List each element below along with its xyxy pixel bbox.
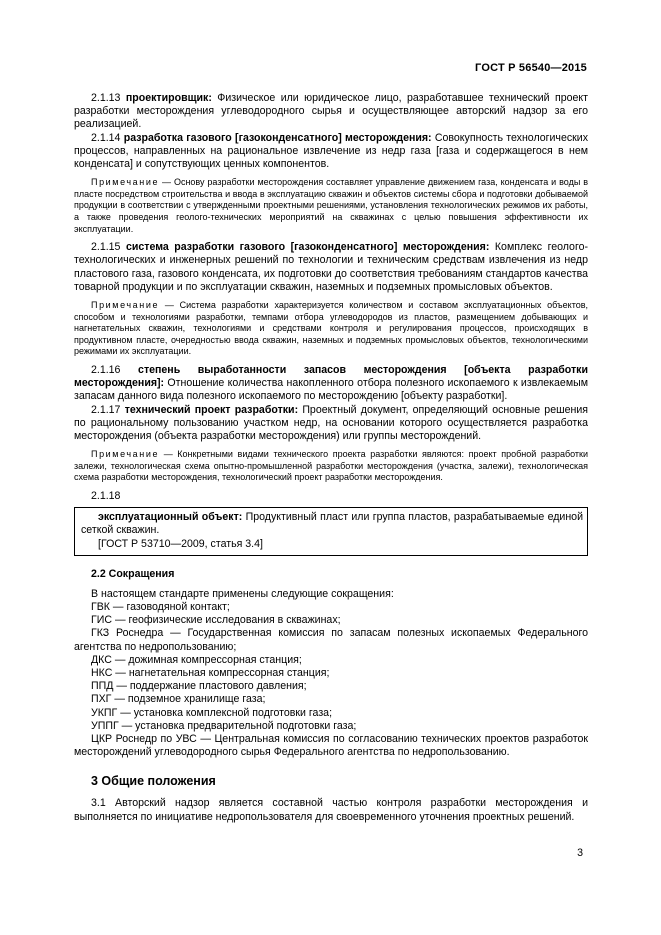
term-2-1-18 (81, 511, 583, 537)
quoted-term-box (74, 507, 588, 556)
term-definition: Комплекс геолого-технологических и инженерных решений по технологии и техническим средствам извлечения из недр пластового газа, газового конденсата, их подготовки до соответствия требованиям стандартов качества товарной продукции и по эксплуатации скважин, наземных и подземных промысловых объектов. (74, 241, 588, 293)
term-title: технический проект разработки: (124, 403, 299, 416)
term-definition: Совокупность технологических процессов, направленных на рациональное извлечение из недр газа [газа и содержащегося в нем конденсата] и сопутствующих ценных компонентов. (74, 131, 588, 171)
term-title: проектировщик: (125, 92, 212, 104)
note-label: Примечание (91, 177, 160, 188)
page-number: 3 (577, 847, 583, 859)
list-item: УППГ — установка предварительной подготовки газа; (91, 719, 357, 732)
term-number: 2.1.13 (91, 92, 121, 104)
list-item: ПХГ — подземное хранилище газа; (91, 693, 266, 706)
note-text: — Основу разработки месторождения составляет управление движением газа, конденсата и воды в пласте посредством строительства и ввода в эксплуатацию скважин и объектов системы сбора и подготовки добываемой продукции в соответствии с утвержденными проектными решениями, установления технологических режимов их работы, а также проведения геолого-технических мероприятий на скважинах с целью повышения эффективности их эксплуатации. (74, 177, 588, 234)
paragraph-3-1: 3.1 Авторский надзор является составной частью контроля разработки месторождения и выполняется по инициативе недропользователя для своевременного уточнения проектных решений. (74, 797, 588, 823)
list-item: ЦКР Роснедр по УВС — Центральная комиссия по согласованию технических проектов разработок месторождений углеводородного сырья Федерального агентства по недропользованию. (74, 733, 588, 759)
note-label: Примечание (91, 449, 160, 460)
term-definition: Продуктивный пласт или группа пластов, разрабатываемые единой сеткой скважин. (81, 511, 583, 537)
term-2-1-15 (74, 241, 588, 294)
term-number: 2.1.14 (91, 131, 121, 144)
list-item: ГКЗ Роснедра — Государственная комиссия по запасам полезных ископаемых Федерального агентства по недропользованию; (74, 627, 588, 653)
term-title: система разработки газового [газоконденсатного] месторождения: (125, 241, 490, 254)
note-2 (74, 300, 588, 358)
term-2-1-17 (74, 404, 588, 444)
term-title: эксплуатационный объект: (98, 511, 243, 524)
section-2-2-heading: 2.2 Сокращения (91, 567, 175, 580)
term-title: разработка газового [газоконденсатного] месторождения: (123, 131, 432, 144)
note-3 (74, 449, 588, 484)
term-2-1-16 (74, 364, 588, 404)
term-number: 2.1.16 (91, 363, 121, 376)
term-title: степень выработанности запасов месторождения [объекта разработки месторождения]: (74, 363, 589, 390)
section-3-heading: 3 Общие положения (91, 774, 216, 789)
list-item: ДКС — дожимная компрессорная станция; (91, 653, 302, 666)
abbreviations-intro: В настоящем стандарте применены следующие сокращения: (91, 587, 394, 600)
list-item: ГИС — геофизические исследования в скважинах; (91, 614, 341, 627)
term-source-reference: [ГОСТ Р 53710—2009, статья 3.4] (98, 537, 263, 550)
term-definition: Физическое или юридическое лицо, разработавшее технический проект разработки месторождения углеводородного сырья и осуществляющее авторский надзор за его реализацией. (74, 92, 588, 131)
list-item: ППД — поддержание пластового давления; (91, 680, 307, 693)
note-text: — Конкретными видами технического проекта разработки являются: проект пробной разработки залежи, технологическая схема опытно-промышленной разработки месторождения (участка, залежи), технологическая схема разработки месторождения, технологический проект разработки месторождения. (74, 449, 588, 483)
term-2-1-13 (74, 92, 588, 132)
term-number: 2.1.15 (91, 241, 121, 254)
list-item: ГВК — газоводяной контакт; (91, 600, 230, 613)
term-definition: Проектный документ, определяющий основные решения по рациональному пользованию участком недр, на основании которого осуществляется разработка месторождения (объекта разработки месторождения) или группы месторождений. (74, 403, 588, 442)
note-1 (74, 177, 588, 235)
term-2-1-18-number: 2.1.18 (91, 489, 121, 502)
term-number: 2.1.17 (91, 403, 121, 416)
list-item: УКПГ — установка комплексной подготовки газа; (91, 706, 333, 719)
document-id-header: ГОСТ Р 56540—2015 (475, 62, 587, 74)
term-2-1-14 (74, 132, 588, 172)
document-content (74, 92, 588, 824)
abbreviations-list (74, 588, 588, 760)
term-definition: Отношение количества накопленного отбора полезного ископаемого к извлекаемым запасам данного вида полезного ископаемого по месторождению [объекту разработки]. (74, 377, 588, 403)
note-text: — Система разработки характеризуется количеством и составом эксплуатационных объектов, способом и технологиями разработки, темпами отбора углеводородов из пластов, размещением добывающих и нагнетательных скважин, технологиями и средствами контроля и регулирования процессов, происходящих в продуктивном пласте, очередностью ввода скважин, наземных и подземных промысловых объектов, технологическими режимами их эксплуатации. (74, 300, 588, 357)
list-item: НКС — нагнетательная компрессорная станция; (91, 667, 330, 679)
note-label: Примечание (91, 300, 160, 310)
